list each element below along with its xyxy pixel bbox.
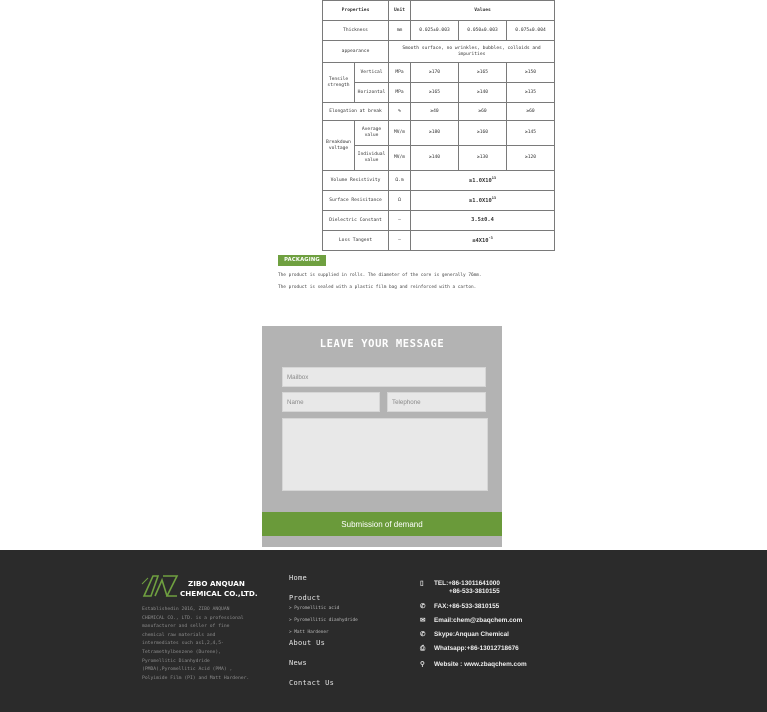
value-exponent: 13 [491,196,497,201]
row-group-label: Tensile strength [323,63,355,103]
table-row [323,146,555,171]
company-name [180,579,258,599]
value-base: ≥1.0X10 [469,178,492,185]
whatsapp-text: Whatsapp:+86-13012718676 [434,645,519,652]
row-unit: — [389,231,411,251]
contact-fax [420,602,499,610]
website-text[interactable]: Website : www.zbaqchem.com [434,661,527,668]
cell-value: ≥165 [411,83,459,103]
cell-value: ≥120 [507,146,555,171]
packaging-text-line: The product is supplied in rolls. The diameter of the core is generally 76mm. [278,273,482,278]
cell-value: ≥60 [507,103,555,121]
row-sublabel: Vertical [355,63,389,83]
skype-text: Skype:Anquan Chemical [434,631,509,638]
row-group-label: Breakdown voltage [323,121,355,171]
contact-tel-line2: +86-533-3810155 [449,588,500,595]
row-sublabel: Horizontal [355,83,389,103]
name-input[interactable] [282,392,380,412]
contact-tel [420,579,500,587]
cell-value: Smooth surface, no wrinkles, bubbles, colloids and impurities [389,41,555,63]
row-label: Elongation at break [323,103,389,121]
header-properties: Properties [323,1,389,21]
footer-link-about-us[interactable]: About Us [289,639,326,647]
table-row [323,21,555,41]
table-row [323,211,555,231]
footer [0,550,767,712]
row-unit: % [389,103,411,121]
map-pin-icon: ⚲ [420,661,425,668]
table-row [323,231,555,251]
row-unit: Ω [389,191,411,211]
fax-text: FAX:+86-533-3810155 [434,603,500,610]
company-name-line1: ZIBO ANQUAN [188,579,245,588]
cell-value: ≥165 [459,63,507,83]
footer-link-pyromellitic-dianhydride[interactable]: > Pyromellitic dianhydride [289,618,358,623]
table-row [323,191,555,211]
row-unit: — [389,211,411,231]
mobile-phone-icon: ▯ [420,580,424,587]
phone-icon: ✆ [420,603,426,610]
footer-link-contact-us[interactable]: Contact Us [289,679,335,687]
mailbox-input[interactable] [282,367,486,387]
value-base: ≤4X10 [472,238,489,245]
cell-value: 0.050±0.003 [459,21,507,41]
contact-skype [420,630,509,638]
table-row [323,121,555,146]
table-row [323,103,555,121]
row-unit: MV/m [389,121,411,146]
row-unit: Ω.m [389,171,411,191]
contact-whatsapp [420,645,519,653]
cell-value: ≥180 [411,121,459,146]
packaging-badge: PACKAGING [278,255,326,266]
company-logo-icon[interactable] [141,572,179,598]
table-row [323,83,555,103]
cell-value: ≥160 [459,121,507,146]
properties-table [322,0,555,251]
cell-value: ≥60 [459,103,507,121]
cell-value: ≥40 [411,103,459,121]
footer-link-matt-hardener[interactable]: > Matt Hardener [289,630,329,635]
form-title: LEAVE YOUR MESSAGE [319,338,445,350]
row-unit: mm [389,21,411,41]
row-label: Loss Tangent [323,231,389,251]
cell-value: ≥145 [507,121,555,146]
cell-value: 3.5±0.4 [411,211,555,231]
packaging-text-line: The product is sealed with a plastic film bag and reinforced with a carton. [278,285,477,290]
row-unit: MPa [389,83,411,103]
cell-value: ≥170 [411,63,459,83]
table-row [323,63,555,83]
value-exponent: 13 [491,176,497,181]
footer-link-pyromellitic-acid[interactable]: > Pyromellitic acid [289,606,340,611]
row-unit: MV/m [389,146,411,171]
telephone-input[interactable] [387,392,486,412]
header-values: Values [411,1,555,21]
phone-icon: ✆ [420,631,426,638]
table-row [323,171,555,191]
row-sublabel: Average value [355,121,389,146]
row-label: Volume Resistivity [323,171,389,191]
tel-line1: TEL:+86-13011641000 [434,580,500,587]
cell-value: ≥140 [411,146,459,171]
table-row [323,41,555,63]
table-header-row [323,1,555,21]
value-exponent: -3 [488,236,493,241]
company-about-text: Establishedin 2016, ZIBO ANQUAN CHEMICAL CO., LTD. is a professional manufacturer and seller of fine chemical raw materials and intermediates such as1,2,4,5- Tetramethylbenzene (Durene), Pyromellitic Dianhydride (PMDA),Pyromellitic Acid (PMA) , Polyimide Film (PI) and Matt Hardener. [142,607,250,681]
contact-website[interactable] [420,660,527,668]
cell-value: ≥150 [507,63,555,83]
cell-value [411,231,555,251]
cell-value: ≥130 [459,146,507,171]
footer-link-home[interactable]: Home [289,574,308,582]
cell-value [411,191,555,211]
row-label: appearance [323,41,389,63]
printer-icon: ⎙ [420,645,426,652]
cell-value: ≥135 [507,83,555,103]
footer-link-product[interactable]: Product [289,594,321,602]
cell-value: 0.075±0.004 [507,21,555,41]
email-text[interactable]: Email:chem@zbaqchem.com [434,617,523,624]
message-textarea[interactable] [282,418,488,491]
cell-value [411,171,555,191]
header-unit: Unit [389,1,411,21]
envelope-icon: ✉ [420,617,426,624]
company-name-line2: CHEMICAL CO.,LTD. [180,589,258,598]
row-label: Dielectric Constant [323,211,389,231]
row-sublabel: Individual value [355,146,389,171]
cell-value: ≥140 [459,83,507,103]
submit-button[interactable]: Submission of demand [262,512,502,536]
contact-email[interactable] [420,616,522,624]
row-unit: MPa [389,63,411,83]
footer-link-news[interactable]: News [289,659,308,667]
row-label: Surface Resisitance [323,191,389,211]
value-base: ≥1.0X10 [469,198,492,205]
cell-value: 0.025±0.003 [411,21,459,41]
row-label: Thickness [323,21,389,41]
